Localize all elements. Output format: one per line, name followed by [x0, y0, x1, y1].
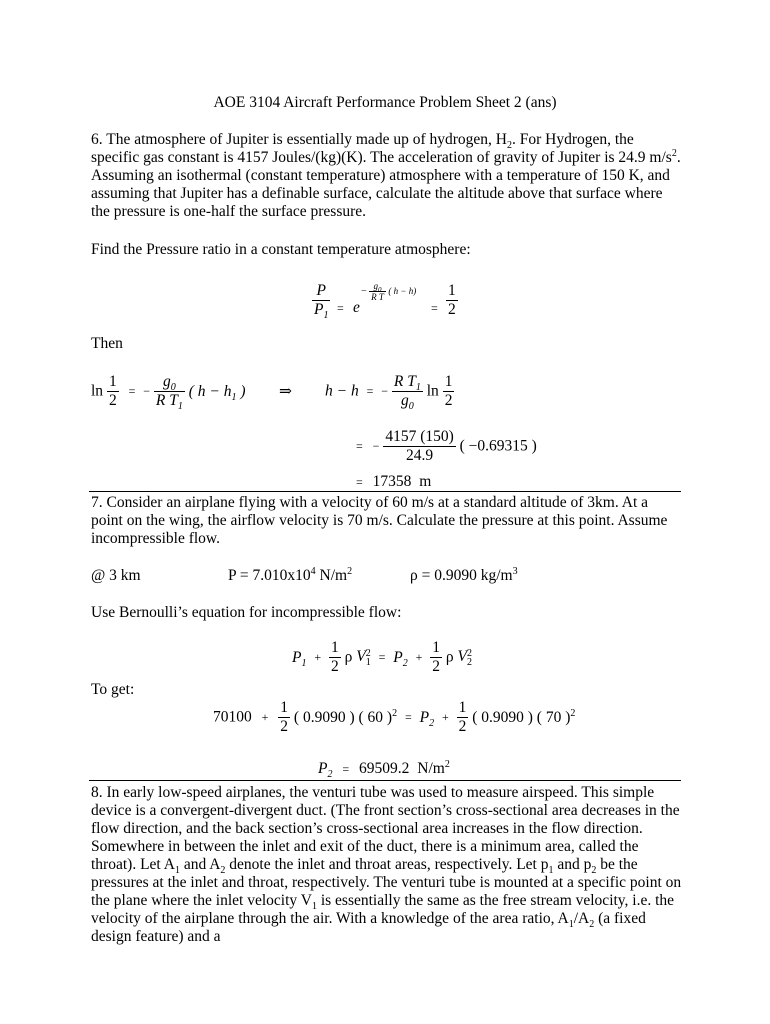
eq1-equals: =: [337, 301, 344, 315]
eq2-g-num: [154, 373, 185, 392]
p7-result-p2: [318, 760, 333, 781]
bern-p2: [393, 648, 408, 669]
bern-v2-scripts: [467, 649, 472, 667]
p8-v1-sub: 1: [311, 901, 317, 913]
p8-text-e: is essentially the same as the free stream velocity, i.e. the velocity of the airplane through the air. With a knowledge of the area ratio, A: [91, 892, 675, 927]
bern-v1-text: V: [356, 648, 366, 666]
p8-text-d: be the pressures at the inlet and throat, respectively. The venturi tube is mounted at a specific point on the plane where the inlet velocity V: [91, 856, 682, 909]
eq1-den-sub: 1: [323, 310, 329, 322]
eq1-exponent: [361, 281, 416, 302]
eq1-two: 2: [448, 301, 456, 318]
bn-p2-sub: 2: [429, 717, 435, 729]
eq2-minus-2: −: [381, 384, 389, 398]
eq1-exp-den: R T: [371, 292, 384, 302]
bn-term-a-text: ( 0.9090 ) ( 60 ): [293, 708, 393, 726]
eq2-g-sub: 0: [170, 382, 176, 394]
bern-v2-sub: 2: [466, 656, 472, 668]
eq2-g02: g: [401, 392, 409, 409]
eq3-minus: −: [372, 439, 380, 453]
bern-v1-sup: 2: [365, 647, 371, 659]
p7-pressure: [228, 567, 352, 585]
eq2-g02-sub: 0: [408, 401, 414, 413]
p7-p-unit-exp: 2: [347, 565, 353, 577]
eq1-den-p: P: [314, 301, 324, 318]
p7-p-label: P = 7.010x10: [228, 567, 311, 584]
bern-v2: [457, 647, 472, 668]
p8-text-a: 8. In early low-speed airplanes, the venturi tube was used to measure airspeed. This simple device is a convergent-divergent duct. (The front section’s cross-sectional area decreases in the flow direction, and the back section’s cross-sectional area increases in the flow direction. Somewhere in between the inlet and exit of the duct, there is a minimum area, called the throat). Let A: [91, 784, 680, 873]
p8-slash: /A: [573, 910, 590, 927]
bn-term-b: [472, 709, 575, 726]
eq1-exp-close: ): [413, 285, 417, 296]
eq2-half-fraction: [107, 373, 119, 410]
bern-p1: [292, 648, 307, 669]
bern-rho-1: ρ: [344, 648, 353, 666]
eq2-minus: −: [143, 384, 150, 398]
eq1-exp-num: [369, 281, 386, 292]
p7-to-get: To get:: [91, 681, 135, 698]
bn-p2-text: P: [419, 708, 430, 726]
eq2-rt1-sub: 1: [415, 382, 421, 394]
bn-half-2: [457, 699, 469, 736]
p6-text-a: 6. The atmosphere of Jupiter is essentially made up of hydrogen, H: [91, 131, 507, 148]
p6-result-eq: =: [356, 475, 363, 489]
p6-result-val: 17358: [372, 473, 412, 490]
p8-text-b: denote the inlet and throat areas, respectively. Let p: [225, 856, 549, 873]
page-title: AOE 3104 Aircraft Performance Problem Sheet 2 (ans): [213, 94, 557, 111]
eq3-equals: =: [356, 439, 363, 453]
eq2-ln: ln: [91, 382, 104, 400]
eq1-den: [312, 301, 330, 322]
bern-p1-text: P: [292, 648, 302, 666]
eq2-two2: 2: [444, 392, 453, 409]
p8-a1-sub: 1: [174, 865, 180, 877]
eq2-hh-close: ): [236, 382, 246, 400]
bern-half-1-d: 2: [331, 658, 339, 675]
bern-v1-scripts: [366, 649, 371, 667]
bern-half-1: [329, 639, 341, 676]
bern-v1: [356, 647, 371, 668]
then-text: Then: [91, 335, 123, 352]
eq2-g: g: [162, 373, 171, 390]
bn-term-a: [294, 709, 397, 726]
bern-p1-sub: 1: [301, 657, 307, 669]
bern-v2-text: V: [457, 648, 467, 666]
p7-result-unit: N/m: [417, 760, 445, 777]
equation-ln-half: [91, 373, 246, 413]
eq2-ln2: ln: [426, 382, 439, 400]
bern-plus-1: +: [314, 650, 322, 664]
bern-half-2-d: 2: [432, 658, 440, 675]
p8-p1-sub: 1: [548, 865, 554, 877]
p8-a2-sub: 2: [220, 865, 226, 877]
p6-sup: 2: [671, 147, 677, 159]
bern-plus-2: +: [415, 650, 423, 664]
bn-term-b-sq: 2: [570, 707, 576, 719]
bn-plus-1: +: [261, 710, 269, 724]
bern-v2-sup: 2: [466, 647, 472, 659]
bern-v1-sub: 1: [365, 656, 371, 668]
eq2-lhs: h − h: [325, 382, 359, 400]
p7-result-val: 69509.2: [359, 760, 410, 777]
eq2-g0-den: [392, 392, 423, 413]
bern-equals: =: [378, 650, 386, 664]
eq1-exp-hh: ( h − h: [388, 285, 414, 296]
eq2-equals-2: =: [366, 384, 374, 398]
bern-p2-sub: 2: [402, 657, 408, 669]
p7-rho-label: ρ = 0.9090 kg/m: [410, 567, 513, 584]
eq1-e: e: [353, 299, 360, 316]
eq1-exp-fraction: [369, 281, 386, 302]
eq3-val: ( −0.69315 ): [459, 437, 537, 455]
p6-find-text: Find the Pressure ratio in a constant temperature atmosphere:: [91, 241, 471, 258]
problem-7-statement: 7. Consider an airplane flying with a velocity of 60 m/s at a standard altitude of 3km. At a point on the wing, the airflow velocity is 70 m/s. Calculate the pressure at this point. Assume incompressible flow.: [91, 494, 668, 547]
problem-6-statement: [91, 131, 683, 221]
bn-half-1-d: 2: [280, 718, 289, 735]
bn-p2: [419, 708, 435, 729]
p8-text-c: and p: [553, 856, 592, 873]
bn-plus-2: +: [441, 710, 449, 724]
p6-result: [356, 473, 431, 491]
bn-half-1: [278, 699, 290, 736]
bn-term-a-sq: 2: [392, 707, 398, 719]
p7-result-sub: 2: [327, 769, 333, 781]
p8-ratio-sub1: 1: [568, 919, 574, 931]
eq1-num: P: [312, 282, 330, 301]
eq2-half2-fraction: [443, 373, 455, 410]
eq2-hh: [188, 382, 246, 403]
p6-text-c: . Assuming an isothermal (constant temperature) atmosphere with a temperature of 150 K, and assuming that Jupiter has a definable surface, calculate the altitude above that surface where the pressure is one-half the surface pressure.: [91, 149, 681, 220]
p7-result-eq: =: [342, 762, 350, 776]
p8-text-f: (a fixed design feature) and a: [91, 910, 646, 945]
eq2-hh-sub: 1: [231, 391, 237, 403]
bn-half-1-n: 1: [280, 699, 289, 716]
p8-ratio-sub2: 2: [589, 919, 595, 931]
eq2-arrow: ⇒: [279, 383, 292, 400]
eq2-rt-num: [392, 373, 423, 392]
eq2-rt-den: [154, 392, 185, 413]
equation-numeric-h: [356, 428, 537, 465]
p7-p-unit: N/m: [315, 567, 348, 584]
p7-result-unit-exp: 2: [444, 758, 450, 770]
p8-and: and A: [179, 856, 221, 873]
eq2-rt: R T: [155, 392, 178, 409]
eq2-hh-text: ( h − h: [188, 382, 232, 400]
p6-result-unit: m: [419, 473, 432, 490]
p7-rho-exp: 3: [512, 565, 518, 577]
bn-lhs: 70100: [213, 708, 252, 726]
eq1-g: g: [373, 281, 379, 291]
eq2-equals: =: [128, 384, 136, 398]
p8-p2-sub: 2: [591, 865, 597, 877]
equation-bernoulli: [292, 639, 472, 676]
p6-sub: 2: [506, 140, 512, 152]
eq2-one2: 1: [444, 373, 453, 390]
p7-result-p: P: [318, 760, 328, 777]
bern-rho-2: ρ: [445, 648, 454, 666]
bn-half-2-d: 2: [458, 718, 467, 735]
equation-pressure-ratio: [312, 282, 330, 322]
divider-1: [89, 491, 681, 492]
equation-h-solve: [325, 373, 454, 413]
bern-half-1-n: 1: [331, 639, 339, 656]
p7-result: [318, 758, 450, 781]
eq2-one: 1: [108, 373, 117, 390]
equation-bernoulli-numeric: [213, 699, 575, 736]
eq3-fraction: [383, 428, 455, 465]
eq3-den: 24.9: [405, 447, 434, 464]
bn-half-2-n: 1: [458, 699, 467, 716]
eq2-rt-sub: 1: [177, 401, 183, 413]
eq1-half-fraction: [446, 282, 458, 319]
eq2-g-fraction: [154, 373, 185, 413]
bern-p2-text: P: [393, 648, 403, 666]
bn-equals: =: [404, 710, 412, 724]
eq1-exp-minus: −: [361, 285, 367, 297]
p7-use-bernoulli: Use Bernoulli’s equation for incompressible flow:: [91, 604, 402, 621]
p7-result-unit-wrap: [417, 760, 450, 777]
divider-2: [89, 780, 681, 781]
p7-p-exp: 4: [310, 565, 316, 577]
eq3-num: 4157 (150): [385, 428, 454, 445]
p6-text-b: . For Hydrogen, the specific gas constant is 4157 Joules/(kg)(K). The acceleration of gravity of Jupiter is 24.9 m/s: [91, 131, 672, 166]
eq1-one: 1: [448, 282, 456, 299]
p7-density: [410, 567, 518, 585]
p7-altitude: @ 3 km: [91, 567, 141, 584]
bn-term-b-text: ( 0.9090 ) ( 70 ): [472, 708, 571, 726]
eq1-lhs-fraction: [312, 282, 330, 322]
eq2-two: 2: [108, 392, 117, 409]
eq1-g-sub: 0: [378, 285, 382, 294]
eq2-rt-fraction: [392, 373, 423, 413]
eq2-rt1: R T: [393, 373, 416, 390]
eq1-half: [446, 282, 458, 319]
bern-half-2-n: 1: [432, 639, 440, 656]
bern-half-2: [430, 639, 442, 676]
eq1-equals-2: =: [431, 301, 438, 315]
problem-8-statement: [91, 784, 683, 946]
